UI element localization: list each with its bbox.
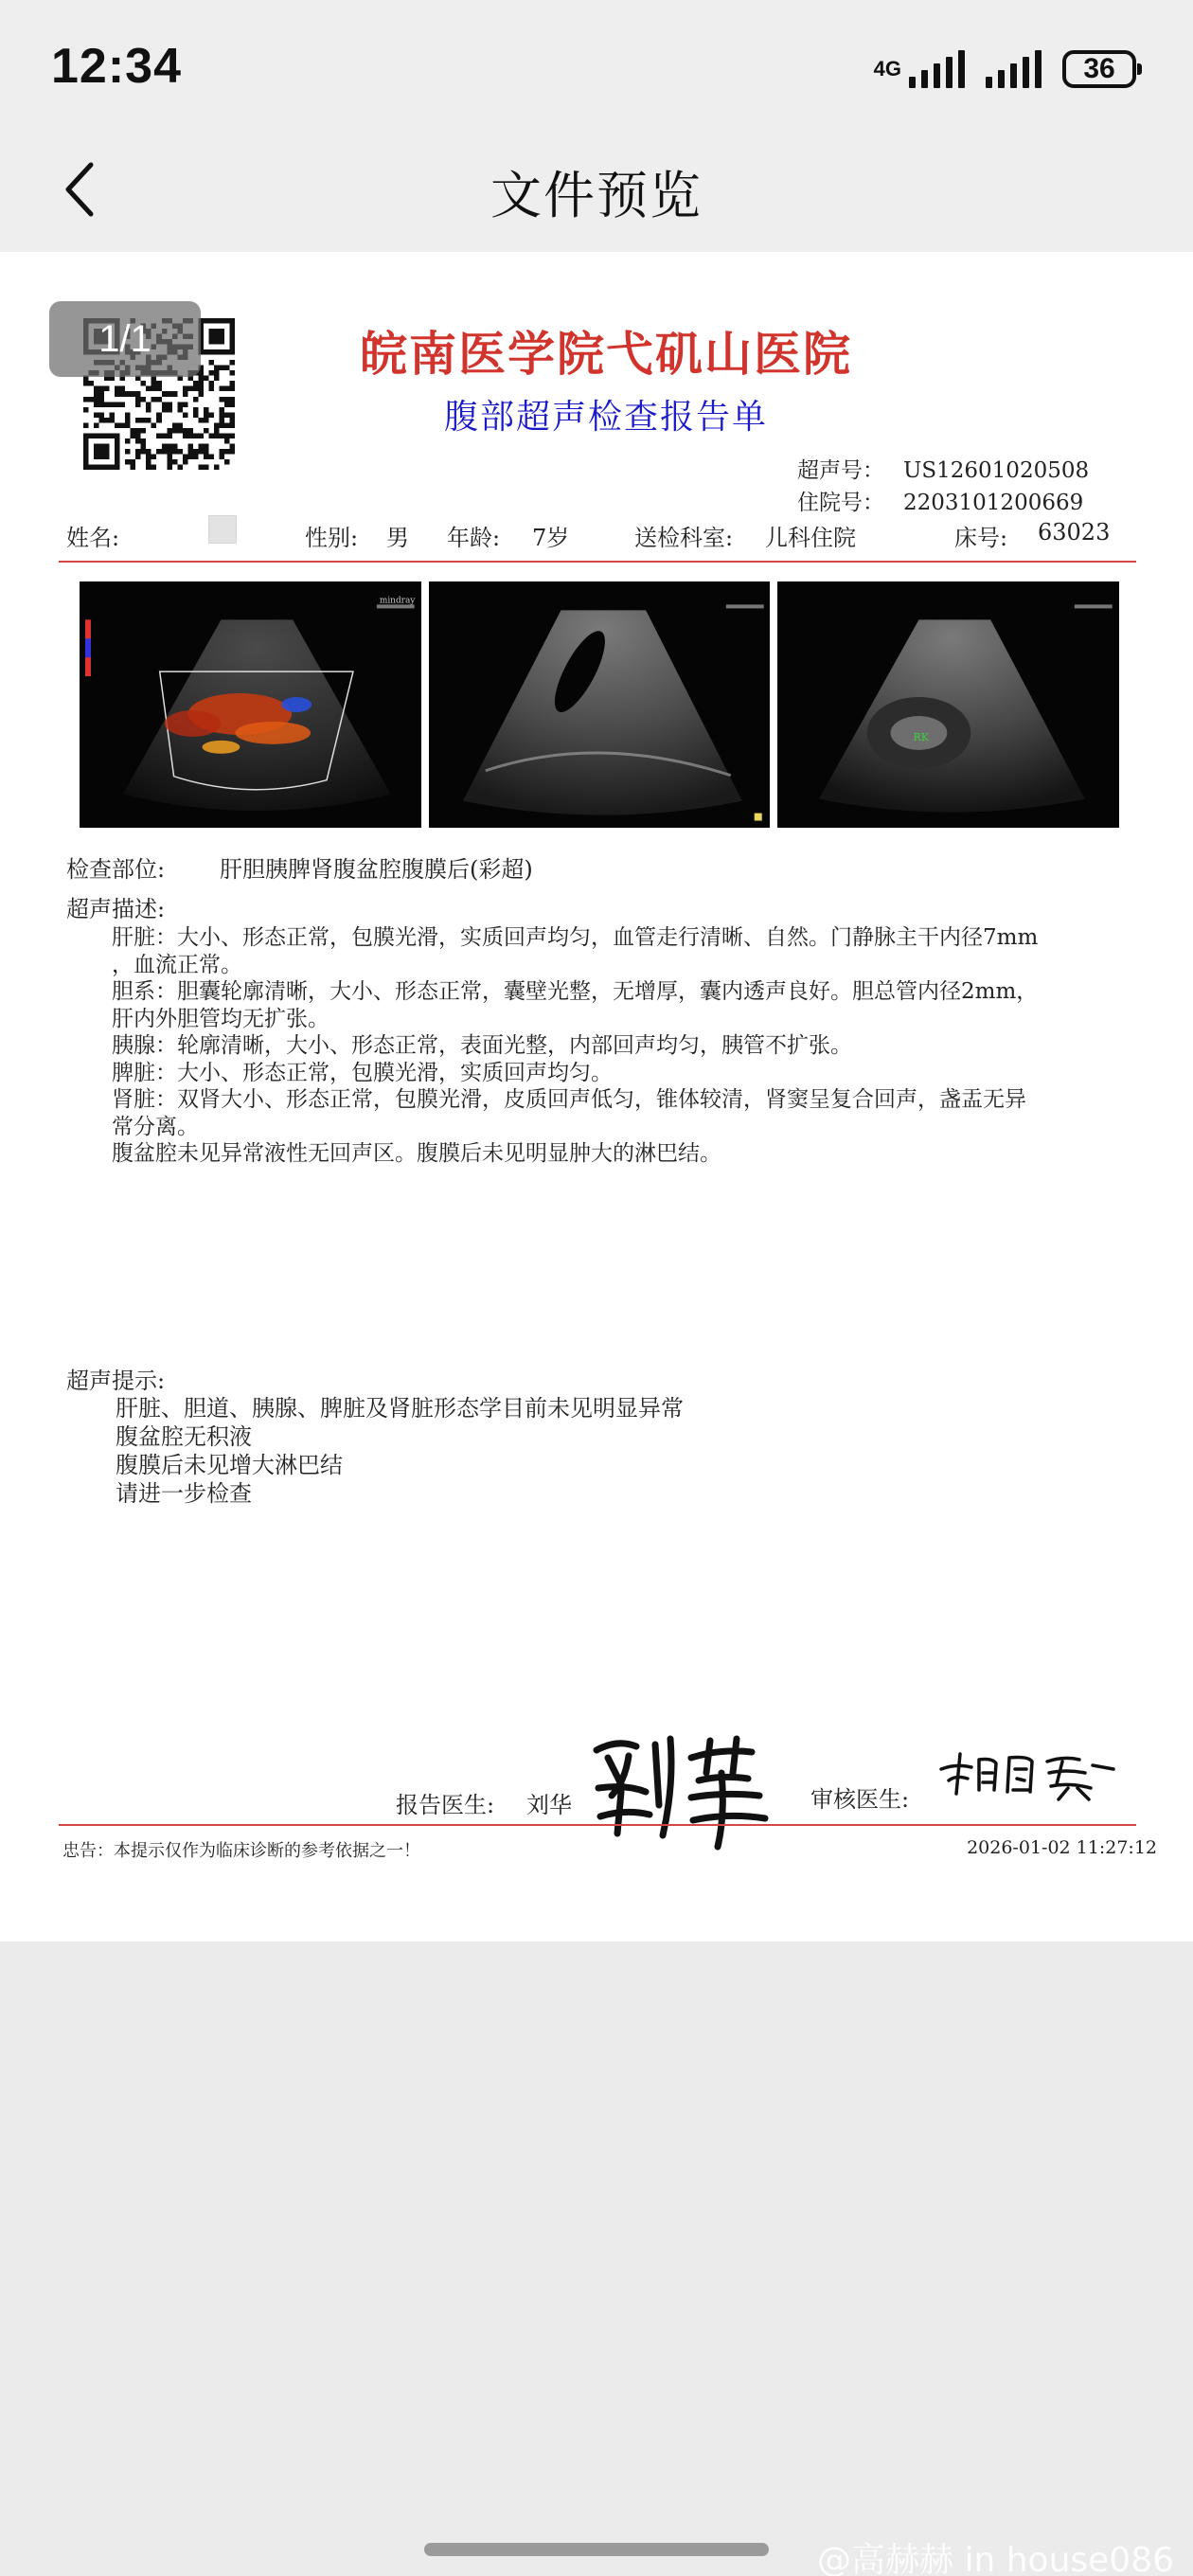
footer-rule bbox=[59, 1824, 1136, 1826]
header-rule bbox=[59, 561, 1136, 563]
patient-name-label: 姓名: bbox=[66, 525, 120, 551]
description-line: 常分离。 bbox=[112, 1114, 199, 1139]
inpatient-number-value: 2203101200669 bbox=[903, 491, 1084, 515]
description-text bbox=[112, 924, 1125, 1168]
page-indicator: 1/1 bbox=[49, 301, 201, 377]
ultrasound-image-doppler[interactable] bbox=[80, 581, 421, 828]
description-label: 超声描述: bbox=[66, 896, 166, 922]
nav-bar bbox=[0, 133, 1193, 252]
bed-label: 床号: bbox=[954, 525, 1008, 551]
disclaimer: 忠告：本提示仅作为临床诊断的参考依据之一！ bbox=[62, 1841, 420, 1861]
impression-line: 请进一步检查 bbox=[116, 1480, 252, 1507]
reporting-doctor-signature bbox=[579, 1729, 788, 1852]
ultrasound-number-value: US12601020508 bbox=[903, 458, 1090, 483]
description-line: 肝脏：大小、形态正常，包膜光滑，实质回声均匀，血管走行清晰、自然。门静脉主干内径7mm bbox=[112, 925, 1039, 950]
watermark: @高赫赫 in house086 bbox=[817, 2541, 1174, 2576]
page-title: 文件预览 bbox=[490, 166, 703, 225]
description-line: 胰腺：轮廓清晰，大小、形态正常，表面光整，内部回声均匀，胰管不扩张。 bbox=[112, 1033, 852, 1058]
impression-text bbox=[116, 1394, 684, 1508]
ultrasound-image-liver[interactable] bbox=[429, 581, 771, 828]
description-line: ，血流正常。 bbox=[112, 952, 242, 977]
inpatient-number-label: 住院号： bbox=[797, 491, 884, 515]
status-time: 12:34 bbox=[51, 39, 182, 94]
home-indicator[interactable] bbox=[424, 2543, 769, 2556]
gender-value: 男 bbox=[386, 525, 409, 551]
description-line: 肝内外胆管均无扩张。 bbox=[112, 1006, 329, 1031]
impression-label: 超声提示: bbox=[66, 1368, 166, 1394]
exam-site-label: 检查部位: bbox=[66, 856, 166, 883]
mobile-signal-icon bbox=[909, 50, 965, 88]
ultrasound-images bbox=[80, 581, 1119, 828]
description-line: 胆系：胆囊轮廓清晰，大小、形态正常，囊壁光整，无增厚，囊内透声良好。胆总管内径2mm， bbox=[112, 979, 1039, 1004]
inpatient-number bbox=[797, 485, 1083, 516]
description-line: 肾脏：双肾大小、形态正常，包膜光滑，皮质回声低匀，锥体较清，肾窦呈复合回声，盏盂无异 bbox=[112, 1087, 1026, 1112]
description-line: 腹盆腔未见异常液性无回声区。腹膜后未见明显肿大的淋巴结。 bbox=[112, 1141, 721, 1166]
age-label: 年龄: bbox=[447, 525, 501, 551]
patient-info-row bbox=[66, 515, 1136, 549]
status-icons bbox=[874, 45, 1136, 93]
reviewing-doctor-signature bbox=[937, 1746, 1117, 1803]
exam-site-value: 肝胆胰脾肾腹盆腔腹膜后(彩超) bbox=[220, 856, 533, 883]
age-value: 7岁 bbox=[532, 525, 570, 551]
signal-strength-icon bbox=[986, 50, 1042, 88]
report-title: 腹部超声检查报告单 bbox=[443, 398, 768, 437]
impression-line: 腹膜后未见增大淋巴结 bbox=[116, 1452, 343, 1478]
patient-name-redacted bbox=[208, 515, 237, 544]
bed-value: 63023 bbox=[1038, 519, 1111, 546]
department-label: 送检科室: bbox=[634, 525, 734, 551]
battery-icon bbox=[1062, 50, 1136, 88]
impression-line: 腹盆腔无积液 bbox=[116, 1423, 252, 1450]
network-type-label: 4G bbox=[873, 57, 901, 80]
ultrasound-number bbox=[797, 453, 1089, 484]
status-bar bbox=[0, 0, 1193, 133]
image-brand-text: mindray bbox=[379, 596, 416, 606]
ultrasound-image-kidney[interactable] bbox=[777, 581, 1119, 828]
reviewing-doctor-label: 审核医生: bbox=[810, 1786, 910, 1813]
report-datetime: 2026-01-02 11:27:12 bbox=[967, 1837, 1157, 1858]
document-page[interactable] bbox=[0, 252, 1193, 1941]
reporting-doctor-name: 刘华 bbox=[526, 1792, 572, 1818]
impression-line: 肝脏、胆道、胰腺、脾脏及肾脏形态学目前未见明显异常 bbox=[116, 1395, 684, 1422]
battery-level: 36 bbox=[1083, 53, 1115, 84]
gender-label: 性别: bbox=[305, 525, 359, 551]
reporting-doctor-label: 报告医生: bbox=[396, 1792, 495, 1818]
description-line: 脾脏：大小、形态正常，包膜光滑，实质回声均匀。 bbox=[112, 1060, 613, 1085]
ultrasound-number-label: 超声号： bbox=[797, 458, 884, 483]
hospital-name: 皖南医学院弋矶山医院 bbox=[360, 327, 852, 382]
svg-text:RK: RK bbox=[913, 730, 930, 743]
department-value: 儿科住院 bbox=[765, 525, 856, 551]
